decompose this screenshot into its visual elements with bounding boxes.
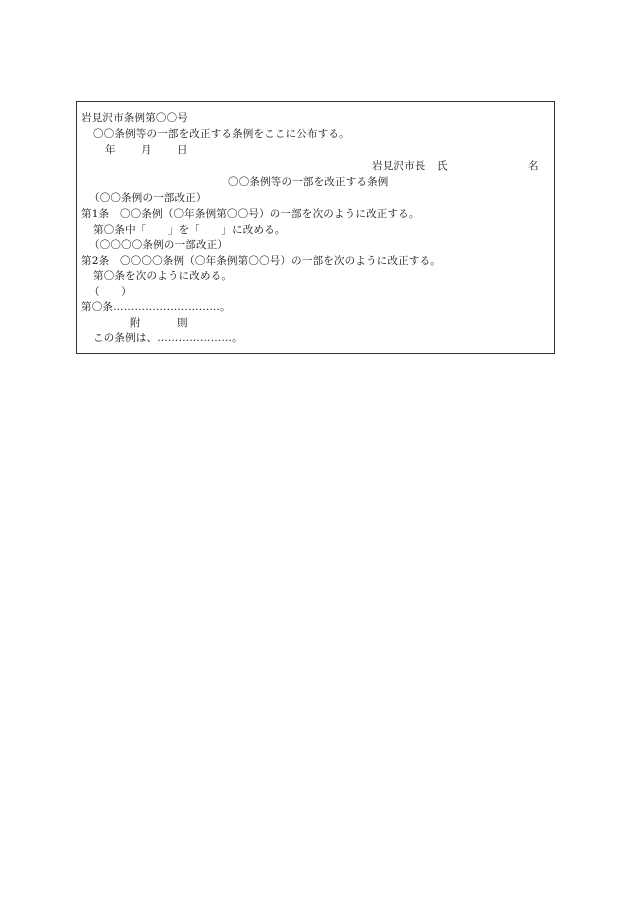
date-year: 年 — [105, 144, 116, 156]
article-caption-parenthesis: （ ） — [89, 286, 132, 298]
heading-article-2: （〇〇〇〇条例の一部改正） — [89, 239, 229, 251]
heading-article-1: （〇〇条例の一部改正） — [89, 192, 207, 204]
ordinance-title: 〇〇条例等の一部を改正する条例 — [228, 176, 389, 188]
mayor-title: 岩見沢市長 — [372, 160, 426, 172]
supplementary-fu: 附 — [130, 317, 141, 329]
supplementary-soku: 則 — [177, 317, 188, 329]
promulgation-text: 〇〇条例等の一部を改正する条例をここに公布する。 — [93, 128, 350, 140]
ordinance-number: 岩見沢市条例第〇〇号 — [81, 112, 188, 124]
supplementary-text: この条例は、…………………。 — [93, 332, 243, 344]
article-1-detail: 第〇条中「 」を「 」に改める。 — [93, 224, 286, 236]
article-x: 第〇条…………………………。 — [81, 301, 231, 313]
mayor-shi: 氏 — [437, 160, 448, 172]
date-month: 月 — [141, 144, 152, 156]
date-day: 日 — [177, 144, 188, 156]
article-2-detail: 第〇条を次のように改める。 — [93, 270, 233, 282]
mayor-mei: 名 — [528, 160, 539, 172]
article-2: 第2条 〇〇〇〇条例（〇年条例第〇〇号）の一部を次のように改正する。 — [81, 255, 441, 267]
article-1: 第1条 〇〇条例（〇年条例第〇〇号）の一部を次のように改正する。 — [81, 208, 420, 220]
